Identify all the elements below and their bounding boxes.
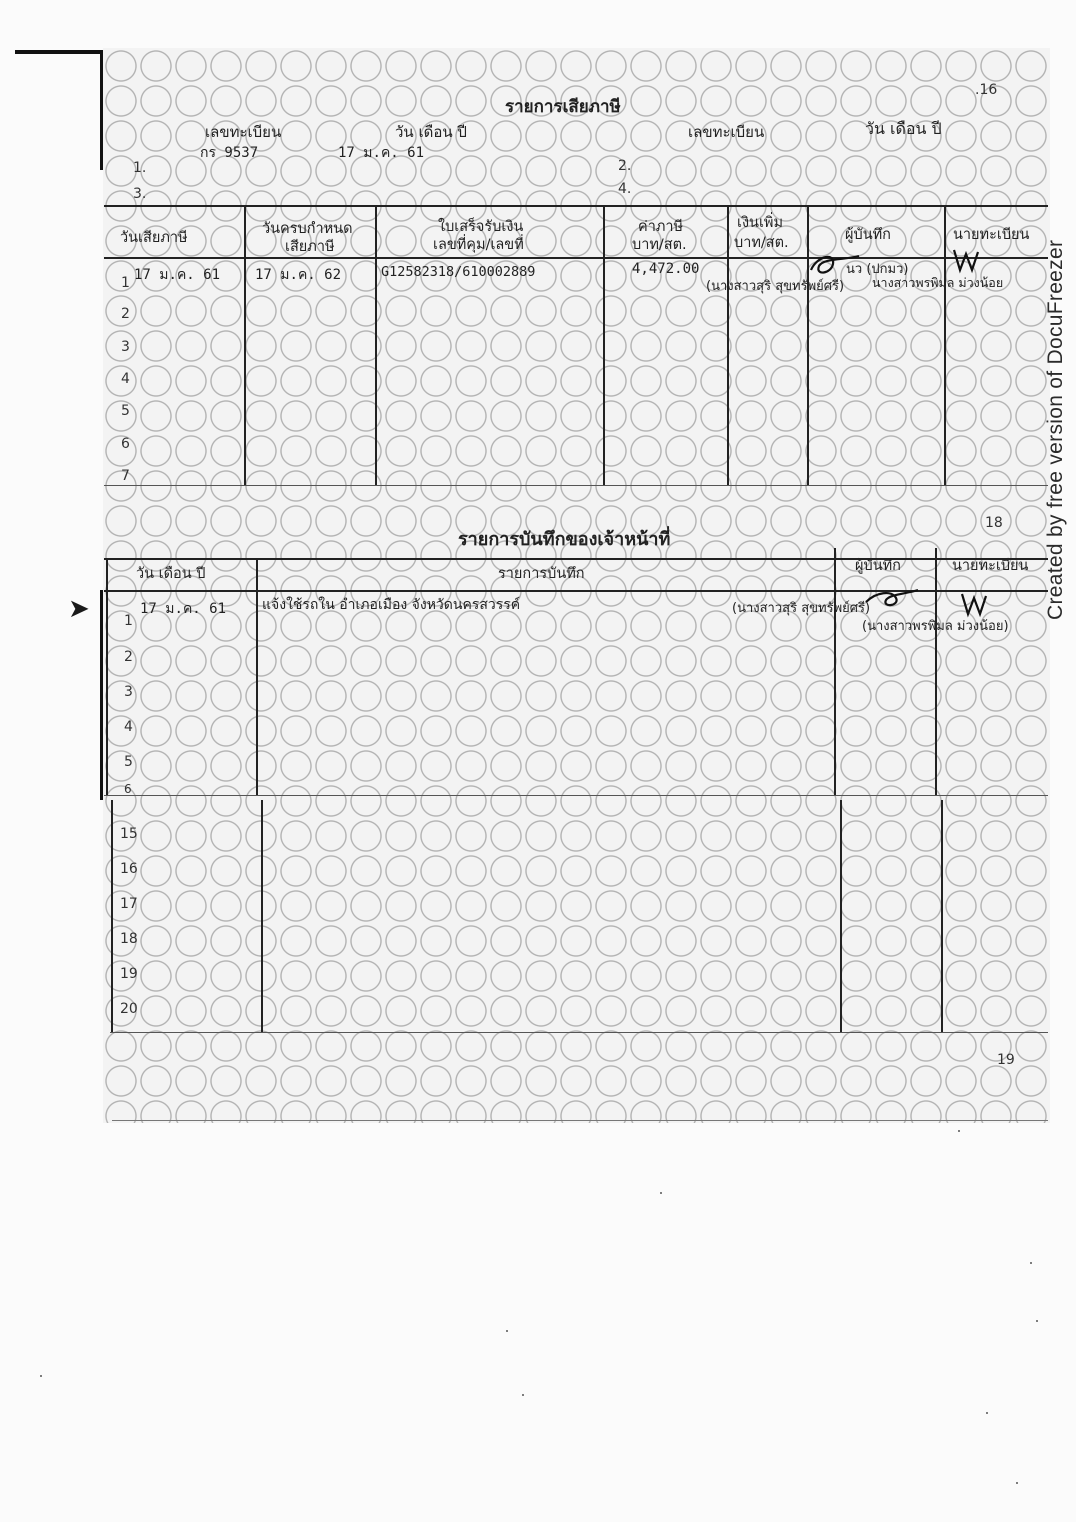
tax-line-number: 5 <box>121 403 130 419</box>
docufreezer-watermark: Created by free version of DocuFreezer <box>1044 239 1067 620</box>
records-table-col-divider <box>256 558 258 795</box>
tax-line-number: 3 <box>121 339 130 355</box>
registration-date-value: 17 ม.ค. 61 <box>338 145 425 161</box>
record-line-number: 15 <box>120 826 138 842</box>
record-recorder-signature <box>862 584 922 614</box>
scan-speck <box>986 1412 988 1414</box>
entry-pay-date: 17 ม.ค. 61 <box>134 267 221 283</box>
page-number-16: .16 <box>975 82 998 98</box>
record-entry-text: แจ้งใช้รถใน อำเภอเมือง จังหวัดนครสวรรค์ <box>262 597 521 613</box>
col-header-tax-2: บาท/สต. <box>632 237 687 253</box>
tax-table-col-divider <box>244 205 246 485</box>
col-header-receipt-1: ใบเสร็จรับเงิน <box>438 219 524 235</box>
tax-section-title: รายการเสียภาษี <box>505 97 621 117</box>
reg-row-3: 3. <box>133 186 147 202</box>
reg-number-header-right: เลขทะเบียน <box>688 123 765 141</box>
col-header-due-date-2: เสียภาษี <box>285 239 335 255</box>
scan-speck <box>660 1192 662 1194</box>
record-entry-registrar-name: (นางสาวพรพิมล ม่วงน้อย) <box>862 619 1009 634</box>
record-line-number: 17 <box>120 896 138 912</box>
records-table-left-border <box>111 800 113 1032</box>
record-line-number: 18 <box>120 931 138 947</box>
col-header-due-date-1: วันครบกำหนด <box>262 221 353 237</box>
scan-speck <box>1016 1482 1018 1484</box>
entry-registrar-name: นางสาวพรพิมล ม่วงน้อย <box>872 275 1004 290</box>
col-header-extra-2: บาท/สต. <box>734 235 789 251</box>
scan-speck <box>40 1375 42 1377</box>
scan-speck <box>522 1394 524 1396</box>
tax-line-number: 2 <box>121 306 130 322</box>
record-line-number: 1 <box>124 613 133 629</box>
entry-recorder-name: (นางสาวสุริ สุขทรัพย์ศรี) <box>706 279 845 294</box>
entry-due-date: 17 ม.ค. 62 <box>255 267 342 283</box>
registrar-signature <box>950 246 984 276</box>
col-header-record-date: วัน เดือน ปี <box>136 566 206 582</box>
records-table-tear-line <box>104 795 1048 796</box>
records-table-col-divider <box>840 800 842 1032</box>
col-header-pay-date: วันเสียภาษี <box>120 230 188 246</box>
tax-table-col-divider <box>807 205 809 485</box>
col-header-recorder: ผู้บันทึก <box>845 227 891 243</box>
records-table-left-border <box>106 558 108 795</box>
tax-table-bottom-border <box>104 485 1048 486</box>
col-header-record-registrar: นายทะเบียน <box>952 558 1029 574</box>
record-line-number: 19 <box>120 966 138 982</box>
date-header-right: วัน เดือน ปี <box>865 119 942 138</box>
records-table-top-border <box>104 558 1048 560</box>
tax-table-col-divider <box>603 205 605 485</box>
entry-tax-amount: 4,472.00 <box>632 261 700 277</box>
col-header-record-text: รายการบันทึก <box>498 566 585 582</box>
margin-arrow-mark: ➤ <box>68 594 90 624</box>
scan-speck <box>1030 1262 1032 1264</box>
page-number-19: 19 <box>997 1052 1015 1068</box>
recorder-signature <box>805 248 865 280</box>
records-table-bottom-border <box>110 1032 1048 1033</box>
entry-recorder-note: นว (ปกมว) <box>846 262 909 277</box>
record-registrar-signature <box>958 590 992 620</box>
margin-ink-mark <box>15 50 103 54</box>
officer-records-title: รายการบันทึกของเจ้าหน้าที่ <box>458 529 671 550</box>
reg-number-value: กร 9537 <box>200 145 259 161</box>
date-header-left: วัน เดือน ปี <box>395 123 467 141</box>
entry-receipt-number: G12582318/610002889 <box>381 264 536 280</box>
col-header-extra-1: เงินเพิ่ม <box>737 215 784 231</box>
record-line-number: 3 <box>124 684 133 700</box>
records-table-col-divider <box>834 548 836 795</box>
scan-speck <box>1036 1320 1038 1322</box>
tax-line-number: 7 <box>121 468 130 484</box>
col-header-receipt-2: เลขที่คุม/เลขที่ <box>433 237 524 253</box>
record-entry-date: 17 ม.ค. 61 <box>140 601 227 617</box>
record-line-number: 4 <box>124 719 133 735</box>
record-line-number: 20 <box>120 1001 138 1017</box>
tax-table-col-divider <box>727 205 729 485</box>
record-entry-recorder-name: (นางสาวสุริ สุขทรัพย์ศรี) <box>732 601 871 616</box>
col-header-tax-1: ค่าภาษี <box>638 219 684 235</box>
records-table-col-divider <box>261 800 263 1032</box>
record-line-number: 5 <box>124 754 133 770</box>
col-header-registrar: นายทะเบียน <box>953 227 1030 243</box>
tax-table-col-divider <box>375 205 377 485</box>
records-table-col-divider <box>941 800 943 1032</box>
reg-row-2: 2. <box>618 158 632 174</box>
records-table-col-divider <box>935 548 937 795</box>
scan-speck <box>506 1330 508 1332</box>
record-line-number: 16 <box>120 861 138 877</box>
reg-number-header-left: เลขทะเบียน <box>205 123 282 141</box>
page-number-18: 18 <box>985 515 1003 531</box>
sheet-bottom-edge <box>112 1120 1048 1121</box>
reg-row-1: 1. <box>133 160 147 176</box>
record-line-number: 2 <box>124 649 133 665</box>
scan-speck <box>958 1130 960 1132</box>
tax-table-col-divider <box>944 205 946 485</box>
tax-line-number: 4 <box>121 371 130 387</box>
tax-line-number: 6 <box>121 436 130 452</box>
tax-line-number: 1 <box>121 275 130 291</box>
col-header-record-recorder: ผู้บันทึก <box>855 558 901 574</box>
reg-row-4: 4. <box>618 181 632 197</box>
record-line-number: 6 <box>124 782 132 796</box>
